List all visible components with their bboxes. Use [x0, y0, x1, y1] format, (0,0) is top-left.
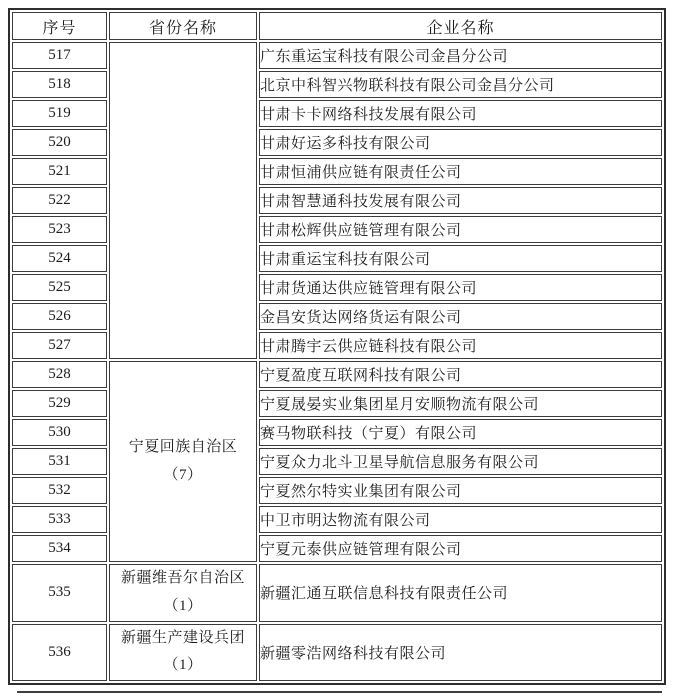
company-cell: 宁夏盈度互联网科技有限公司	[259, 361, 662, 388]
company-cell: 赛马物联科技（宁夏）有限公司	[259, 419, 662, 446]
serial-cell: 525	[12, 274, 107, 301]
table-row	[12, 42, 662, 69]
company-cell: 新疆零浩网络科技有限公司	[259, 624, 662, 682]
company-cell: 中卫市明达物流有限公司	[259, 506, 662, 533]
company-cell: 宁夏然尔特实业集团有限公司	[259, 477, 662, 504]
serial-cell: 529	[12, 390, 107, 417]
company-cell: 北京中科智兴物联科技有限公司金昌分公司	[259, 71, 662, 98]
province-name: 宁夏回族自治区	[128, 438, 238, 455]
serial-cell: 523	[12, 216, 107, 243]
serial-cell: 519	[12, 100, 107, 127]
company-cell: 甘肃松辉供应链管理有限公司	[259, 216, 662, 243]
province-cell-ningxia	[109, 361, 257, 562]
province-name: 新疆维吾尔自治区	[120, 570, 245, 586]
province-cell-bingtuan	[109, 624, 257, 682]
company-cell: 甘肃卡卡网络科技发展有限公司	[259, 100, 662, 127]
serial-cell: 531	[12, 448, 107, 475]
serial-cell: 527	[12, 332, 107, 359]
header-cell-company: 企业名称	[259, 12, 662, 40]
serial-cell: 520	[12, 129, 107, 156]
serial-cell: 521	[12, 158, 107, 185]
table-row	[12, 564, 662, 622]
province-count: （1）	[163, 597, 203, 614]
serial-cell: 517	[12, 42, 107, 69]
company-cell: 甘肃智慧通科技发展有限公司	[259, 187, 662, 214]
footnote-separator-line	[17, 691, 662, 693]
province-cell-xinjiang	[109, 564, 257, 622]
company-cell: 甘肃腾宇云供应链科技有限公司	[259, 332, 662, 359]
serial-cell: 526	[12, 303, 107, 330]
company-cell: 广东重运宝科技有限公司金昌分公司	[259, 42, 662, 69]
province-cell-blank	[109, 42, 257, 359]
company-cell: 甘肃重运宝科技有限公司	[259, 245, 662, 272]
province-count: （7）	[163, 466, 203, 483]
serial-cell: 518	[12, 71, 107, 98]
serial-cell: 530	[12, 419, 107, 446]
header-row	[12, 12, 662, 40]
header-cell-serial: 序号	[12, 12, 107, 40]
serial-cell: 522	[12, 187, 107, 214]
header-cell-province: 省份名称	[109, 12, 257, 40]
company-cell: 甘肃货通达供应链管理有限公司	[259, 274, 662, 301]
serial-cell: 533	[12, 506, 107, 533]
company-cell: 金昌安货达网络货运有限公司	[259, 303, 662, 330]
serial-cell: 536	[12, 624, 107, 682]
province-name: 新疆生产建设兵团	[120, 629, 245, 646]
table-row	[12, 361, 662, 388]
company-cell: 宁夏众力北斗卫星导航信息服务有限公司	[259, 448, 662, 475]
serial-cell: 524	[12, 245, 107, 272]
company-cell: 甘肃恒浦供应链有限责任公司	[259, 158, 662, 185]
company-cell: 宁夏晟晏实业集团星月安顺物流有限公司	[259, 390, 662, 417]
table-row	[12, 624, 662, 682]
province-count: （1）	[163, 657, 203, 674]
company-roster-table	[8, 8, 666, 685]
company-cell: 新疆汇通互联信息科技有限责任公司	[259, 564, 662, 622]
serial-cell: 535	[12, 564, 107, 622]
serial-cell: 534	[12, 535, 107, 562]
company-cell: 宁夏元泰供应链管理有限公司	[259, 535, 662, 562]
serial-cell: 532	[12, 477, 107, 504]
serial-cell: 528	[12, 361, 107, 388]
company-cell: 甘肃好运多科技有限公司	[259, 129, 662, 156]
